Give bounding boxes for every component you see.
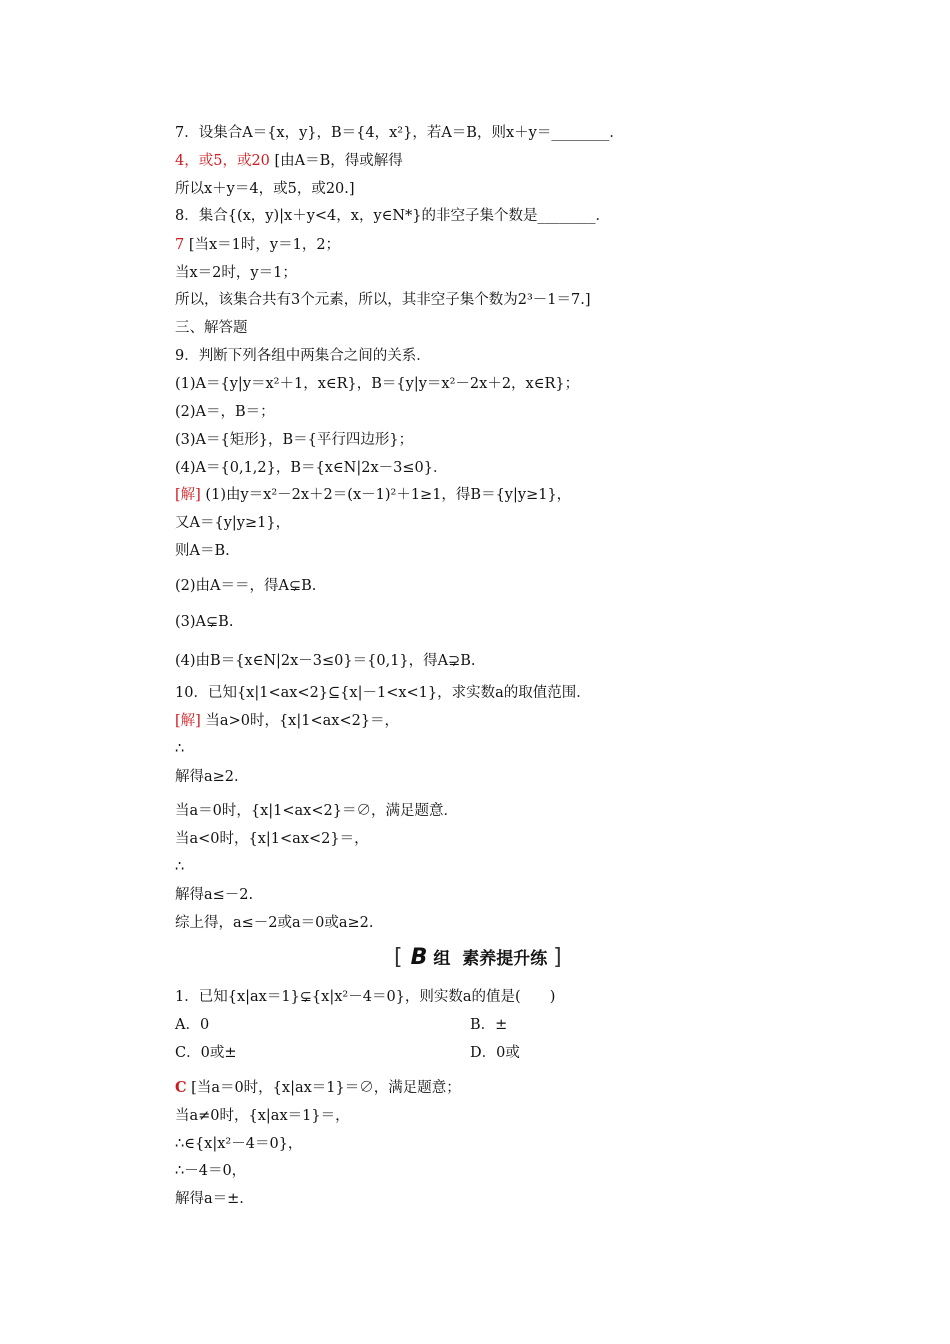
q9-part-1: (1)A＝{y|y＝x²＋1，x∈R}，B＝{y|y＝x²－2x＋2，x∈R}； [175,376,580,392]
b1-choice-c: C．0或± [175,1045,237,1061]
banner-open-bracket: [ [394,945,403,970]
section-banner [394,944,594,972]
banner-group: 组 [433,949,451,969]
q7-answer: 4，或5，或20 [175,153,270,169]
banner-close-bracket: ] [553,945,562,970]
q9-solution-1: (1)由y＝x²－2x＋2＝(x－1)²＋1≥1，得B＝{y|y≥1}， [200,487,572,503]
q9-part-3: (3)A＝{矩形}，B＝{平行四边形}； [175,432,414,448]
q9-solution-3: 则A＝B. [175,543,230,559]
q8-answer: 7 [175,237,185,253]
q8-answer-line [175,235,340,255]
b1-solution-2: 当a≠0时，{x|ax＝1}＝， [175,1108,350,1124]
b1-solution-3: ∴∈{x|x²－4＝0}， [175,1136,303,1152]
q10-solution-8: 综上得，a≤－2或a＝0或a≥2. [175,915,374,931]
banner-title: 素养提升练 [462,949,548,969]
q8-explain-2: 当x＝2时，y＝1； [175,265,297,281]
q10-solution-2: ∴ [175,741,185,757]
q10-solution-4: 当a＝0时，{x|1<ax<2}＝∅，满足题意． [175,803,458,819]
q9-stem: 9．判断下列各组中两集合之间的关系． [175,348,431,364]
q9-solution-4: (2)由A＝＝，得A⊊B. [175,578,317,594]
q8-question: 8．集合{(x，y)|x＋y<4，x，y∈N*}的非空子集个数是________． [175,208,611,224]
b1-solution-4: ∴－4＝0， [175,1163,247,1179]
q7-explain-2: 所以x＋y＝4，或5，或20.] [175,181,355,197]
q8-explain-3: 所以，该集合共有3个元素，所以，其非空子集个数为2³－1＝7.] [175,292,591,308]
q9-solution-6: (4)由B＝{x∈N|2x－3≤0}＝{0,1}，得A⊋B. [175,653,476,669]
q7-explain-1: [由A＝B，得或解得 [269,153,403,169]
q9-solution-line-1 [175,485,571,505]
b1-choice-a: A．0 [175,1017,210,1033]
q10-solution-1: 当a>0时，{x|1<ax<2}＝， [200,713,400,729]
q7-answer-line [175,151,403,171]
q9-part-2: (2)A＝，B＝； [175,404,275,420]
q10-solution-line-1 [175,711,399,731]
b1-stem: 1．已知{x|ax＝1}⊊{x|x²－4＝0}，则实数a的值是( ) [175,989,556,1005]
q10-solution-7: 解得a≤－2. [175,887,254,903]
banner-letter: B [410,945,428,970]
q10-solution-5: 当a<0时，{x|1<ax<2}＝， [175,831,369,847]
q10-solution-label: [解] [175,713,201,729]
q10-stem: 10．已知{x|1<ax<2}⊆{x|－1<x<1}，求实数a的取值范围． [175,685,591,701]
q7-question: 7．设集合A＝{x，y}，B＝{4，x²}，若A＝B，则x＋y＝________． [175,125,624,141]
q9-solution-label: [解] [175,487,201,503]
section-heading: 三、解答题 [175,320,248,336]
q9-solution-2: 又A＝{y|y≥1}， [175,515,291,531]
q8-explain-1: [当x＝1时，y＝1，2； [184,237,341,253]
q9-solution-5: (3)A⊊B. [175,614,234,630]
b1-solution-1: [当a＝0时，{x|ax＝1}＝∅，满足题意； [186,1080,461,1096]
b1-solution-5: 解得a＝±. [175,1191,244,1207]
q10-solution-3: 解得a≥2. [175,769,239,785]
b1-choice-b: B．± [470,1017,508,1033]
q10-solution-6: ∴ [175,859,185,875]
q9-part-4: (4)A＝{0,1,2}，B＝{x∈N|2x－3≤0}． [175,460,448,476]
b1-answer: C [175,1079,187,1096]
b1-answer-line [175,1078,461,1098]
b1-choice-d: D．0或 [470,1045,520,1061]
